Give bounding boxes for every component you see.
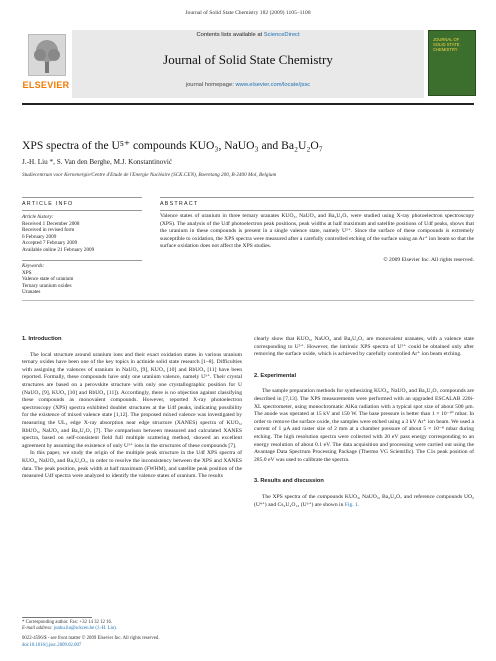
history-line: 6 February 2009 [22, 233, 57, 240]
right-column [254, 336, 474, 509]
keywords-label: Keywords: [22, 263, 45, 269]
footnote [22, 620, 242, 649]
banner-center [72, 30, 424, 98]
header-rule [22, 103, 474, 105]
history-line: Received in revised form [22, 227, 75, 234]
homepage-prefix: journal homepage: [185, 82, 234, 88]
publisher-name: ELSEVIER [22, 80, 70, 90]
results-paragraph [254, 494, 474, 509]
issn-line: 0022-4596/$ - see front matter © 2009 Elsevier Inc. All rights reserved. [22, 636, 160, 642]
email-label: E-mail address: [22, 626, 53, 632]
abstract-text: Valence states of uranium in three ternary uranates KUO₃, NaUO₃ and Ba₂U₂O₇ were studied using X-ray photoelectron spectroscopy (XPS). The analysis of the U4f photoelectron peak positions, peak widths at half maximum and satellite positions of U4f peaks, shows that the uranium in these compounds is present in a single valence state, namely U⁵⁺. Since the surface of these compounds is extremely susceptible to oxidation, the XPS spectra were measured after a carefully controlled etching of the surface using an Ar⁺ ion beam so that the surface oxidation does not affect the XPS studies. [160, 213, 474, 249]
section-heading-introduction: 1. Introduction [22, 336, 62, 342]
journal-title: Journal of Solid State Chemistry [163, 52, 333, 67]
section-heading-experimental: 2. Experimental [254, 372, 297, 379]
tree-icon [28, 34, 66, 76]
history-line: Available online 21 February 2009 [22, 246, 95, 253]
info-rule-top [22, 197, 142, 198]
contents-prefix: Contents lists available at [196, 32, 263, 38]
email-line [22, 626, 242, 632]
homepage-link[interactable]: www.elsevier.com/locate/jssc [235, 82, 311, 88]
article-title: XPS spectra of the U⁵⁺ compounds KUO₃, NaUO₃ and Ba₂U₂O₇ [22, 139, 323, 152]
keyword-item: Valence state of uranium [22, 276, 74, 283]
section-heading-results: 3. Results and discussion [254, 478, 324, 485]
keyword-item: Ternary uranium oxides [22, 282, 72, 289]
cover-title: JOURNAL OF SOLID STATE CHEMISTRY [433, 37, 460, 52]
abstract-rule-mid [160, 210, 474, 211]
history-label: Article history: [22, 214, 54, 220]
footnote-rule [22, 617, 92, 618]
intro-continuation: clearly show that KUO₃, NaUO₃ and Ba₂U₂O₇ are monovalent uranates, with a valence state corresponding to U⁵⁺. However, the intrinsic XPS spectra of U⁵⁺ could be obtained only after removing the surface oxide, which is achieved by carefully controlled Ar⁺ ion beam etching. [254, 336, 474, 358]
intro-paragraph: The local structure around uranium ions and their exact oxidation states in various uranium ternary oxides have been one of the key topics in actinide solid state research [1–8]. Difficulties with assigning the valences of uranium in NaUO₃ [9], KUO₃ [10] and RbUO₃ [11] have been reported. Formally, these compounds have only one uranium valence, namely U⁵⁺. Their crystal structures are based on a perovskite structure with only one crystallographic position for U (NaUO₃ [9], KUO₃ [10] and RbUO₃ [11]). Accordingly, there is no objection against classifying these compounds as monovalent compounds. However, reported X-ray photoelectron spectroscopy (XPS) spectra exhibited doublet structures at the U4f peaks, indicating possibility for the existence of mixed valence state [1,12]. The proposed mixed valence was investigated by measuring the UL₃ edge X-ray absorption near edge structure (XANES) spectra of KUO₃, RbUO₃, NaUO₃ and Ba₂U₂O₇ [7]. The comparison between measured and calculated XANES spectra, based on self-consistent field full multiple scattering method, showed an excellent agreement by assuming the existence of only U⁵⁺ ions in the structures of these compounds [7]. [22, 351, 242, 449]
keyword-item: XPS [22, 269, 32, 276]
running-header: Journal of Solid State Chemistry 182 (2009) 1105–1108 [185, 10, 311, 16]
info-rule-keywords [22, 260, 142, 261]
keyword-item: Uranates [22, 289, 41, 296]
affiliation: Studiecentrum voor Kernenergie/Centre d'Etude de l'Energie Nucléaire (SCK.CEN), Boeretang 200, B-2400 Mol, Belgium [22, 172, 277, 178]
corresponding-author: * Corresponding author. Fax: +32 14 32 12 16. [22, 620, 113, 625]
figure-link[interactable]: Fig. 1. [344, 501, 360, 508]
article-info-heading: ARTICLE INFO [22, 201, 74, 207]
left-column [22, 336, 242, 481]
keywords [22, 263, 142, 296]
article-history [22, 214, 142, 254]
elsevier-logo [22, 30, 70, 92]
abstract-heading: ABSTRACT [160, 201, 199, 207]
results-text: The XPS spectra of the compounds KUO₃, NaUO₃, Ba₂U₂O₇ and reference compounds UO₂ (U⁴⁺) and Cs₂U₄O₁₂ (U⁶⁺) are shown in [254, 493, 474, 508]
abstract-copyright: © 2009 Elsevier Inc. All rights reserved. [383, 257, 474, 263]
author-list: J.-H. Liu *, S. Van den Berghe, M.J. Konstantinović [22, 158, 173, 166]
history-line: Received 1 December 2008 [22, 220, 80, 227]
experimental-paragraph: The sample preparation methods for synthesizing KUO₃, NaUO₃ and Ba₂U₂O₇ compounds are described in [7,13]. The XPS measurements were performed with an upgraded ESCALAB 220i-XL spectrometer, using monochromatic AlKα radiation with a typical spot size of about 500 μm. The anode was operated at 15 kV and 150 W. The base pressure is better than 1 × 10⁻¹⁰ mbar. In order to remove the surface oxide, the samples were etched using a 3 kV Ar⁺ ion beam. We used a current of 1 μA and raster size of 2 mm at a chamber pressure of about 5 × 10⁻⁸ mbar during etching. The high resolution spectra were collected with 20 eV pass energy corresponding to an energy resolution of about 0.1 eV. The data acquisition and processing were carried out using the Avantage Data Spectrum Processing Package (Thermo VG Scientific). The C1s peak position of 285.0 eV was used to calibrate the spectra. [254, 388, 474, 463]
abstract-rule-top [160, 197, 474, 198]
journal-banner [22, 30, 474, 100]
intro-paragraph: In this paper, we study the origin of the multiple peak structure in the U4f XPS spectra of KUO₃, NaUO₃ and Ba₂U₂O₇, in order to resolve the inconsistency between the XPS and XANES data. The peak position, peak width at half maximum (FWHM), and satellite peak position of the measured U4f spectra were analyzed to identify the valence states of uranium. The results [22, 450, 242, 480]
front-matter-rule [22, 300, 474, 301]
sciencedirect-link[interactable]: ScienceDirect [263, 32, 300, 38]
contents-line [72, 32, 424, 38]
history-line: Accepted 7 February 2009 [22, 240, 78, 247]
doi-link[interactable]: doi:10.1016/j.jssc.2009.02.007 [22, 642, 82, 648]
email-link[interactable]: junhu.liu@sckcen.be (J.-H. Liu). [53, 626, 117, 632]
journal-cover [428, 30, 476, 96]
homepage-line [72, 82, 424, 88]
info-rule-mid [22, 210, 142, 211]
